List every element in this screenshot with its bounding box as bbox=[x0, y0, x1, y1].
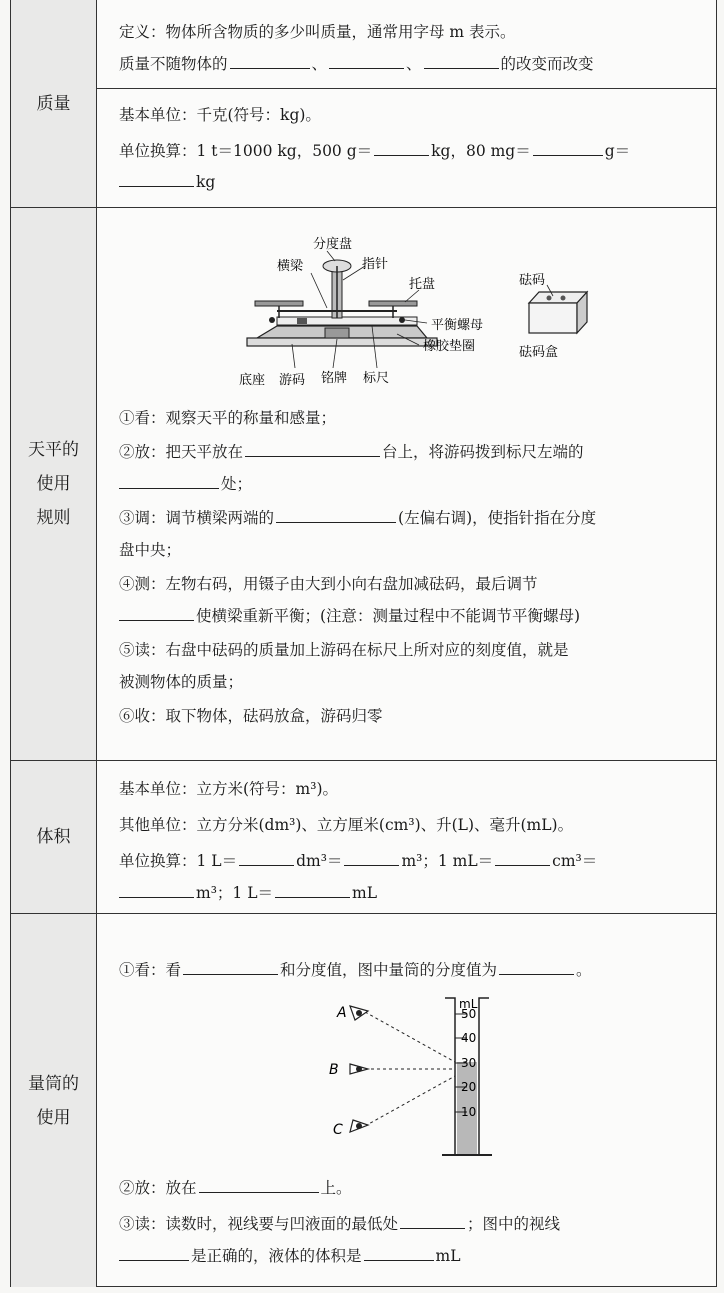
blank-volume-5[interactable] bbox=[275, 882, 350, 898]
blank-mass-4[interactable] bbox=[374, 140, 429, 156]
balance-step-4b: 使横梁重新平衡；(注意：测量过程中不能调节平衡螺母) bbox=[119, 604, 706, 626]
weight-piece bbox=[561, 296, 566, 301]
label-pointer: 指针 bbox=[362, 257, 389, 272]
label-rider: 游码 bbox=[279, 373, 306, 388]
eye-label-c: C bbox=[333, 1122, 343, 1138]
row-label-mass: 质量 bbox=[11, 0, 97, 207]
eye-label-b: B bbox=[329, 1062, 339, 1078]
cylinder-step-1: ①看：看 和分度值，图中量筒的分度值为 。 bbox=[119, 961, 592, 979]
cylinder-step-2: ②放：放在 上。 bbox=[119, 1179, 352, 1197]
cylinder-unit: mL bbox=[459, 997, 478, 1011]
leader-dial bbox=[327, 251, 335, 261]
mass-definition: 定义：物体所含物质的多少叫质量，通常用字母 m 表示。 bbox=[119, 23, 516, 41]
balance-step-6: ⑥收：取下物体，砝码放盒，游码归零 bbox=[119, 707, 383, 725]
label-weights: 砝码 bbox=[519, 273, 546, 288]
balance-step-3: ③调：调节横梁两端的 (左偏右调)，使指针指在分度 bbox=[119, 509, 597, 527]
blank-balance-3[interactable] bbox=[276, 507, 396, 523]
right-nut bbox=[399, 317, 405, 323]
tick-label: 40 bbox=[461, 1031, 477, 1045]
right-pan bbox=[369, 301, 417, 306]
row-balance bbox=[11, 208, 716, 761]
blank-mass-3[interactable] bbox=[424, 53, 499, 69]
mass-divider bbox=[97, 88, 716, 89]
eye-c bbox=[350, 1120, 368, 1132]
label-plate: 铭牌 bbox=[321, 371, 348, 386]
blank-balance-2[interactable] bbox=[119, 473, 219, 489]
balance-step-5: ⑤读：右盘中砝码的质量加上游码在标尺上所对应的刻度值，就是 bbox=[119, 641, 569, 659]
blank-volume-2[interactable] bbox=[344, 850, 399, 866]
balance-step-2b: 处； bbox=[119, 472, 706, 494]
volume-conversion-2: m³；1 L＝ mL bbox=[119, 881, 706, 903]
row-mass bbox=[11, 0, 716, 208]
blank-mass-5[interactable] bbox=[533, 140, 603, 156]
leader-beam bbox=[311, 273, 327, 308]
blank-cyl-4[interactable] bbox=[400, 1213, 465, 1229]
volume-conversion: 单位换算：1 L＝ dm³＝ m³；1 mL＝ cm³＝ bbox=[119, 852, 598, 870]
volume-base-unit: 基本单位：立方米(符号：m³)。 bbox=[119, 780, 339, 798]
row-label-balance: 天平的 使用 规则 bbox=[11, 208, 97, 760]
mass-conversion-2: kg bbox=[119, 171, 706, 191]
label-dial: 分度盘 bbox=[313, 237, 353, 252]
row-label-cylinder: 量筒的 使用 bbox=[11, 914, 97, 1287]
label-scale: 标尺 bbox=[363, 371, 390, 386]
weight-box-front bbox=[529, 303, 577, 333]
tick-label: 50 bbox=[461, 1007, 477, 1021]
tick-label: 10 bbox=[461, 1105, 477, 1119]
tick-label: 20 bbox=[461, 1080, 477, 1094]
blank-balance-4[interactable] bbox=[119, 605, 194, 621]
row-cylinder bbox=[11, 914, 716, 1287]
left-pan bbox=[255, 301, 303, 306]
row-label-volume: 体积 bbox=[11, 761, 97, 913]
mass-base-unit: 基本单位：千克(符号：kg)。 bbox=[119, 106, 321, 124]
label-nut: 平衡螺母 bbox=[431, 318, 484, 333]
row-volume bbox=[11, 761, 716, 914]
label-weight-box: 砝码盒 bbox=[519, 345, 559, 360]
blank-balance-1[interactable] bbox=[245, 441, 380, 457]
balance-step-2: ②放：把天平放在 台上，将游码拨到标尺左端的 bbox=[119, 443, 584, 461]
eye-b bbox=[350, 1064, 368, 1074]
blank-volume-3[interactable] bbox=[495, 850, 550, 866]
mass-conversion: 单位换算：1 t＝1000 kg，500 g＝ kg，80 mg＝ g＝ bbox=[119, 142, 631, 160]
cylinder-content bbox=[97, 914, 716, 1287]
blank-mass-2[interactable] bbox=[329, 53, 404, 69]
sight-lines bbox=[365, 1012, 455, 1126]
tick-label: 30 bbox=[461, 1056, 477, 1070]
mass-content bbox=[97, 0, 716, 207]
eye-a bbox=[350, 1006, 368, 1020]
base-bottom bbox=[247, 338, 437, 346]
blank-cyl-6[interactable] bbox=[364, 1245, 434, 1261]
leader-rider bbox=[292, 344, 295, 368]
label-base: 底座 bbox=[239, 373, 266, 388]
blank-volume-1[interactable] bbox=[239, 850, 294, 866]
balance-step-5b: 被测物体的质量； bbox=[119, 673, 244, 691]
balance-step-3b: 盘中央； bbox=[119, 541, 182, 559]
left-nut bbox=[269, 317, 275, 323]
balance-step-1: ①看：观察天平的称量和感量； bbox=[119, 409, 337, 427]
balance-step-4: ④测：左物右码，用镊子由大到小向右盘加减砝码，最后调节 bbox=[119, 575, 538, 593]
label-rubber: 橡胶垫圈 bbox=[423, 339, 476, 354]
rider-shape bbox=[297, 318, 307, 324]
cylinder-step-3: ③读：读数时，视线要与凹液面的最低处 ；图中的视线 bbox=[119, 1215, 561, 1233]
balance-content bbox=[97, 208, 716, 760]
blank-volume-4[interactable] bbox=[119, 882, 194, 898]
blank-cyl-1[interactable] bbox=[183, 959, 278, 975]
blank-cyl-2[interactable] bbox=[499, 959, 574, 975]
mass-invariance: 质量不随物体的 、 、 的改变而改变 bbox=[119, 55, 594, 73]
knowledge-table bbox=[10, 0, 717, 1287]
plate-shape bbox=[325, 328, 349, 338]
blank-mass-1[interactable] bbox=[230, 53, 310, 69]
blank-mass-6[interactable] bbox=[119, 171, 194, 187]
eye-label-a: A bbox=[337, 1005, 347, 1021]
cylinder-step-3b: 是正确的，液体的体积是 mL bbox=[119, 1244, 706, 1266]
volume-content bbox=[97, 761, 716, 913]
balance-diagram bbox=[97, 208, 717, 388]
volume-other-units: 其他单位：立方分米(dm³)、立方厘米(cm³)、升(L)、毫升(mL)。 bbox=[119, 816, 574, 834]
cylinder-diagram bbox=[97, 980, 717, 1170]
weight-piece bbox=[547, 296, 552, 301]
label-beam: 横梁 bbox=[277, 259, 304, 274]
blank-cyl-5[interactable] bbox=[119, 1245, 189, 1261]
blank-cyl-3[interactable] bbox=[199, 1177, 319, 1193]
label-pan: 托盘 bbox=[409, 277, 436, 292]
